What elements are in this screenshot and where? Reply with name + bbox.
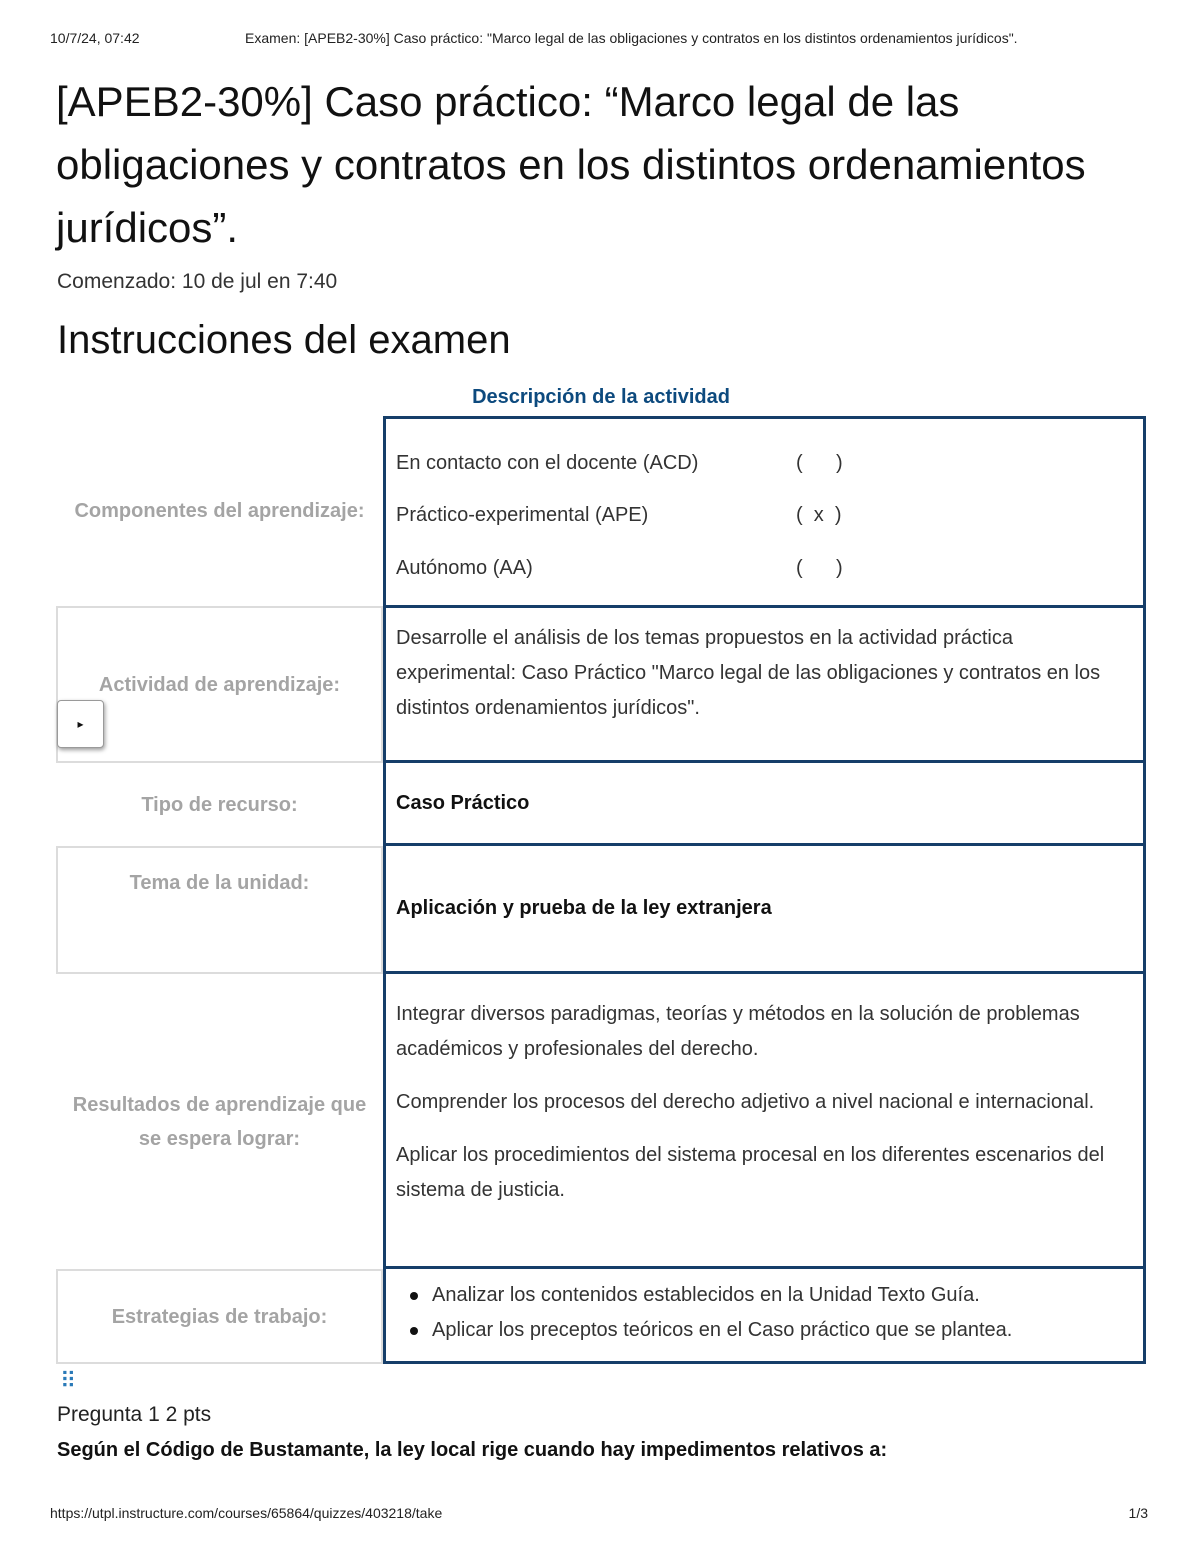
page-number: 1/3 — [1128, 1505, 1148, 1521]
print-url: https://utpl.instructure.com/courses/65864/quizzes/403218/take — [50, 1505, 443, 1521]
component-option-text: En contacto con el docente (ACD) — [396, 452, 699, 474]
resource-type-value: Caso Práctico — [396, 791, 530, 814]
work-strategies-cell — [383, 1269, 1146, 1364]
component-option-text: Práctico-experimental (APE) — [396, 504, 649, 526]
work-strategies-label: Estrategias de trabajo: — [56, 1269, 383, 1364]
components-label: Componentes del aprendizaje: — [74, 500, 365, 522]
component-option-mark: ( ) — [796, 452, 843, 474]
play-arrow-icon: ▸ — [77, 717, 84, 731]
learning-activity-label: Actividad de aprendizaje: — [56, 606, 383, 763]
quiz-title: [APEB2-30%] Caso práctico: “Marco legal de las obligaciones y contratos en los distintos ordenamientos jurídicos”. — [56, 78, 1086, 251]
resource-type-cell — [383, 763, 1146, 846]
component-option-mark: ( x ) — [796, 504, 842, 526]
print-date: 10/7/24, 07:42 — [50, 30, 140, 46]
started-timestamp: Comenzado: 10 de jul en 7:40 — [57, 270, 338, 293]
question-header: Pregunta 1 2 pts — [57, 1403, 212, 1426]
learning-outcomes-label: Resultados de aprendizaje que se espera lograr: — [72, 1093, 367, 1150]
learning-outcome-item: Aplicar los procedimientos del sistema procesal en los diferentes escenarios del sistema de justicia. — [396, 1144, 1105, 1201]
unit-topic-value: Aplicación y prueba de la ley extranjera — [396, 897, 772, 919]
drag-handle-icon[interactable]: ⠿ — [60, 1368, 75, 1393]
resource-type-label: Tipo de recurso: — [141, 793, 298, 816]
learning-outcomes-cell — [383, 974, 1146, 1269]
list-item: Analizar los contenidos establecidos en la Unidad Texto Guía. — [396, 1278, 1133, 1313]
unit-topic-label: Tema de la unidad: — [56, 846, 383, 974]
collapse-toggle-button[interactable] — [57, 700, 104, 748]
instructions-heading: Instrucciones del examen — [57, 318, 511, 362]
print-footer — [50, 1505, 1148, 1525]
components-cell — [383, 416, 1146, 608]
learning-outcome-item: Integrar diversos paradigmas, teorías y métodos en la solución de problemas académicos y profesionales del derecho. — [396, 1003, 1080, 1060]
learning-activity-cell — [383, 608, 1146, 763]
print-doc-title: Examen: [APEB2-30%] Caso práctico: "Marco legal de las obligaciones y contratos en los distintos ordenamientos jurídicos". — [245, 30, 1018, 46]
learning-activity-text: Desarrolle el análisis de los temas propuestos en la actividad práctica experimental: Caso Práctico "Marco legal de las obligaciones y contratos en los distintos ordenamientos jurídicos". — [396, 627, 1101, 719]
list-item: Aplicar los preceptos teóricos en el Caso práctico que se plantea. — [396, 1313, 1133, 1348]
print-header — [50, 30, 1150, 50]
activity-table — [56, 416, 1146, 1364]
component-option-mark: ( ) — [796, 557, 843, 579]
activity-description-heading: Descripción de la actividad — [472, 386, 730, 408]
question-text: Según el Código de Bustamante, la ley local rige cuando hay impedimentos relativos a: — [57, 1439, 888, 1461]
work-strategies-list — [396, 1278, 1133, 1348]
unit-topic-cell — [383, 846, 1146, 974]
component-option-text: Autónomo (AA) — [396, 557, 533, 579]
learning-outcome-item: Comprender los procesos del derecho adjetivo a nivel nacional e internacional. — [396, 1091, 1095, 1113]
